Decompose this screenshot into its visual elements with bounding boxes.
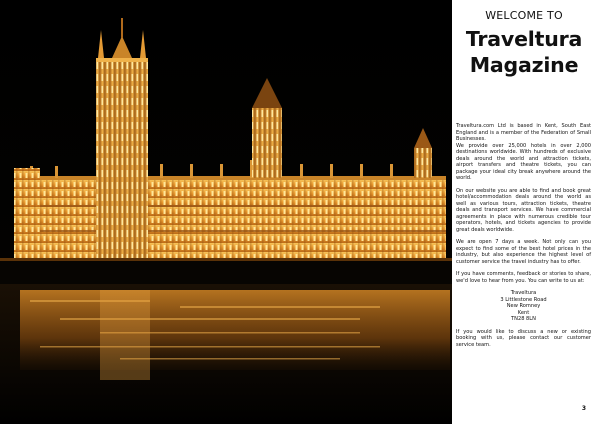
welcome-heading: WELCOME TO	[485, 9, 563, 22]
address-line5: TN28 8LN	[511, 316, 536, 323]
address-line3: New Romney	[506, 303, 541, 310]
page-number: 3	[581, 405, 586, 412]
paragraph-opening-hours: We are open 7 days a week. Not only can you expect to find some of the best hotel prices in the industry, but also experience the highest level of customer service the travel industry has to offer.	[456, 239, 591, 265]
paragraph-intro: Traveltura.com Ltd is based in Kent, South East England and is a member of the Federation of Small Businesses.	[456, 123, 591, 142]
address-line2: 3 Littlestone Road	[500, 296, 547, 303]
paragraph-feedback: If you have comments, feedback or stories to share, we'd love to hear from you. You can write to us at:	[456, 271, 591, 284]
address-line1: Traveltura	[510, 290, 537, 296]
magazine-title-line2: Magazine	[469, 53, 579, 77]
article-body	[456, 123, 591, 354]
magazine-title	[458, 26, 590, 78]
text-panel	[452, 0, 600, 424]
paragraph-hotels: We provide over 25,000 hotels in over 2,000 destinations worldwide. With hundreds of exclusive deals around the world and attraction tickets, airport transfers and theatre tickets, you can package your ideal city break anywhere around the world.	[456, 142, 591, 181]
magazine-title-line1: Traveltura	[465, 27, 583, 51]
paragraph-contact: If you would like to discuss a new or existing booking with us, please contact our customer service team.	[456, 328, 591, 348]
paragraph-website: On our website you are able to find and book great hotel/accommodation deals around the world as well as various tours, attraction tickets, theatre deals and transport services. We have commercial agreements in place with numerous credible tour operators, hotels, and tickets agencies to provide great deals worldwide.	[456, 187, 591, 233]
address-line4: Kent	[517, 309, 530, 316]
postal-address	[456, 290, 591, 323]
